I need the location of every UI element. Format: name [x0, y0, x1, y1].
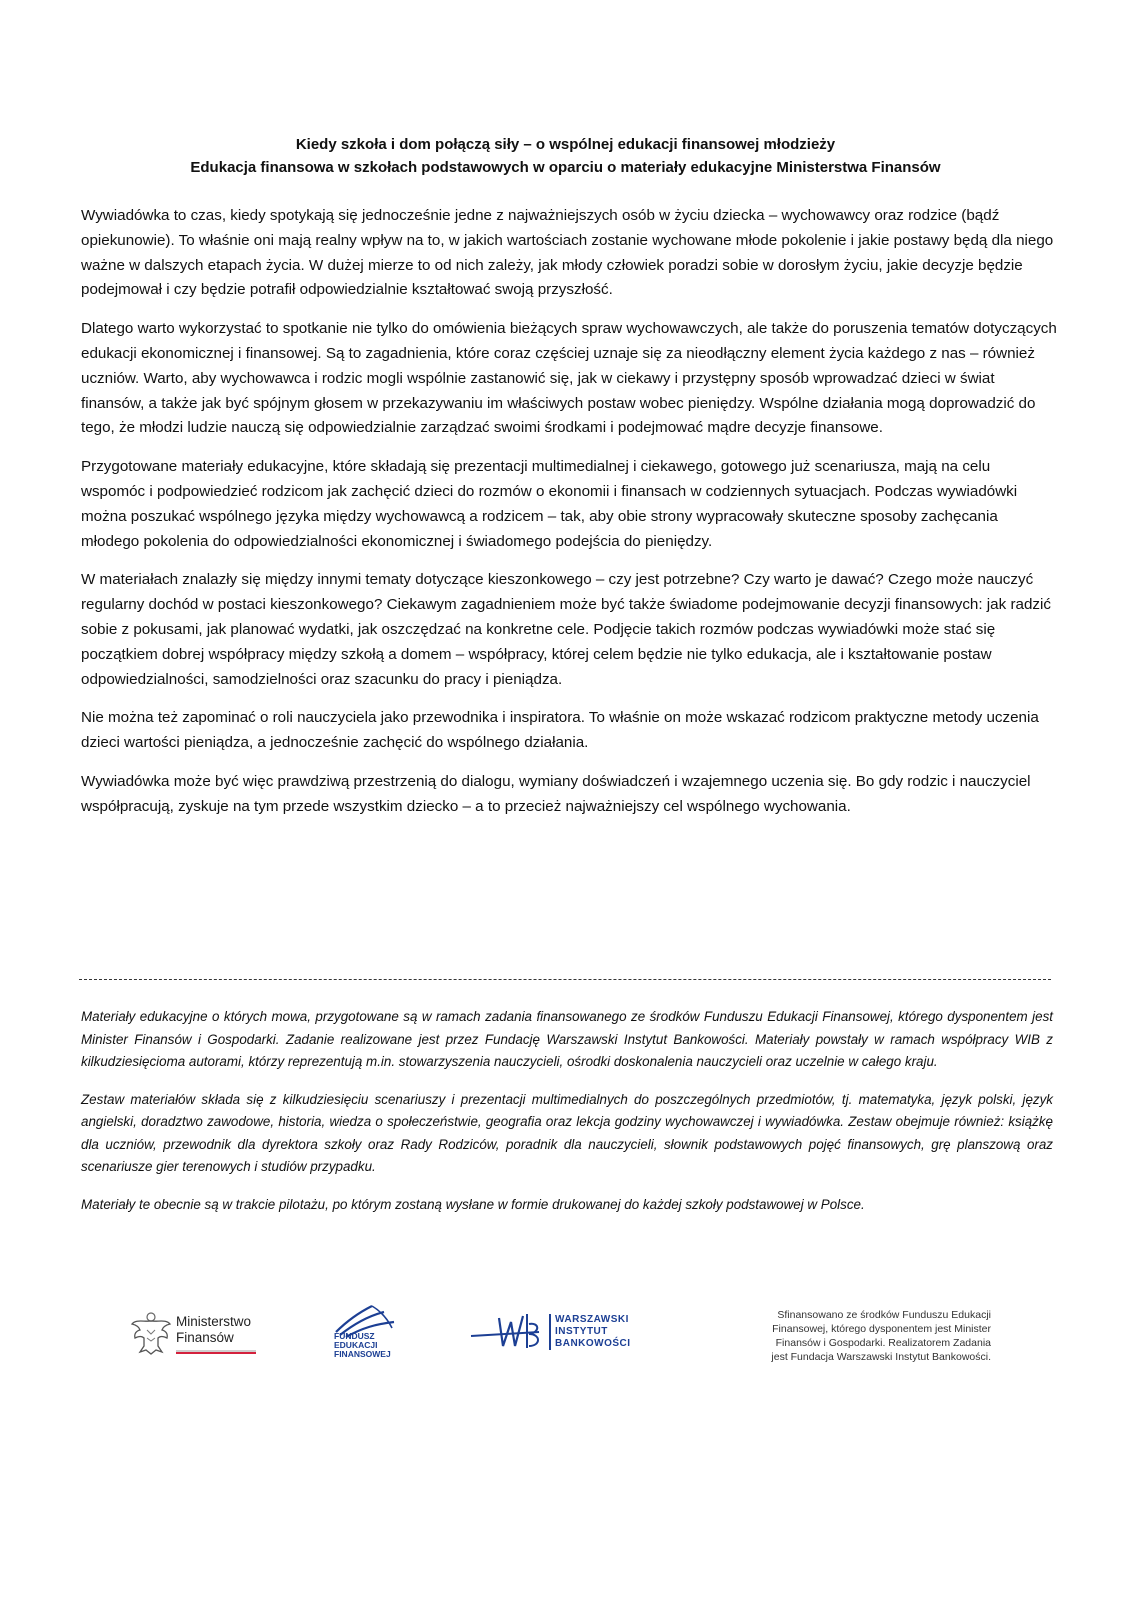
funding-note-line: jest Fundacja Warszawski Instytut Bankowości. [771, 1351, 991, 1363]
paragraph: Przygotowane materiały edukacyjne, które składają się prezentacji multimedialnej i ciekawego, gotowego już scenariusza, mają na celu wspomóc i podpowiedzieć rodzicom jak zachęcić dzieci do rozmów o ekonomii i finansach w codziennych sytuacjach. Podczas wywiadówki można poszukać wspólnego języka między wychowawcą a rodzicem – tak, aby obie strony wypracowały skuteczne sposoby zachęcania młodego pokolenia do odpowiedzialności ekonomicznej i świadomego podejścia do pieniędzy. [81, 458, 1018, 550]
fund-line3: FINANSOWEJ [334, 1349, 391, 1359]
document-header [0, 133, 1131, 179]
ministry-name [176, 1314, 251, 1346]
paragraph: Dlatego warto wykorzystać to spotkanie nie tylko do omówienia bieżących spraw wychowawczych, ale także do poruszenia tematów dotyczących edukacji ekonomicznej i finansowej. Są to zagadnienia, które coraz częściej uznaje się za nieodłączny element życia każdego z nas – również uczniów. Warto, aby wychowawca i rodzic mogli wspólnie zastanowić się, jak w ciekawy i przystępny sposób wprowadzać dzieci w świat finansów, a także jak być spójnym głosem w przekazywaniu im właściwych postaw wobec pieniędzy. Wspólne działania mogą doprowadzić do tego, że młodzi ludzie nauczą się odpowiedzialnie zarządzać swoimi środkami i podejmować mądre decyzje finansowe. [81, 320, 1057, 437]
footnotes [81, 1006, 1053, 1231]
ministry-line2: Finansów [176, 1330, 234, 1345]
footnote: Materiały edukacyjne o których mowa, przygotowane są w ramach zadania finansowanego ze środków Funduszu Edukacji Finansowej, którego dysponentem jest Minister Finansów i Gospodarki. Zadanie realizowane jest przez Fundację Warszawski Instytut Bankowości. Materiały powstały w ramach współpracy WIB z kilkudziesięcioma autorami, którzy reprezentują m.in. stowarzyszenia nauczycieli, ośrodki doskonalenia nauczycieli oraz uczelnie w całego kraju. [81, 1009, 1053, 1069]
footnote: Materiały te obecnie są w trakcie pilotażu, po którym zostaną wysłane w formie drukowanej do każdej szkoły podstawowej w Polsce. [81, 1196, 865, 1212]
wib-line1: WARSZAWSKI [555, 1314, 629, 1325]
fund-line1: FUNDUSZ [334, 1331, 375, 1341]
ministry-line1: Ministerstwo [176, 1314, 252, 1329]
fund-name [334, 1332, 391, 1359]
funding-note-line: Finansowej, którego dysponentem jest Minister [772, 1323, 991, 1335]
wib-name [555, 1314, 631, 1350]
wib-signature-icon [469, 1306, 549, 1356]
funding-note-line: Sfinansowano ze środków Funduszu Edukacji [777, 1309, 991, 1321]
fund-line2: EDUKACJI [334, 1340, 378, 1350]
logo-bar [0, 1300, 1131, 1370]
wib-divider [549, 1314, 551, 1350]
paragraph: Nie można też zapominać o roli nauczyciela jako przewodnika i inspiratora. To właśnie on może wskazać rodzicom praktyczne metody uczenia dzieci wartości pieniądza, a jednocześnie zachęcić do wspólnego działania. [81, 709, 1039, 752]
wib-line3: BANKOWOŚCI [555, 1338, 631, 1349]
eagle-emblem-icon [130, 1310, 172, 1356]
document-title: Kiedy szkoła i dom połączą siły – o wspólnej edukacji finansowej młodzieży [295, 136, 836, 153]
document-subtitle: Edukacja finansowa w szkołach podstawowych w oparciu o materiały edukacyjne Ministerstwa Finansów [190, 159, 941, 176]
article-body [81, 204, 1057, 834]
financial-education-fund-logo [332, 1302, 412, 1368]
paragraph: W materiałach znalazły się między innymi tematy dotyczące kieszonkowego – czy jest potrzebne? Czy warto je dawać? Czego może nauczyć regularny dochód w postaci kieszonkowego? Ciekawym zagadnieniem może być także świadome podejmowanie decyzji finansowych: jak radzić sobie z pokusami, jak planować wydatki, jak oszczędzać na konkretne cele. Podjęcie takich rozmów podczas wywiadówki może stać się początkiem dobrej współpracy między szkołą a domem – współpracy, której celem będzie nie tylko edukacja, ale i kształtowanie postaw odpowiedzialności, samodzielności oraz szacunku do pracy i pieniądza. [81, 571, 1051, 688]
polish-flag-stripe [176, 1350, 256, 1354]
paragraph: Wywiadówka może być więc prawdziwą przestrzenią do dialogu, wymiany doświadczeń i wzajemnego uczenia się. Bo gdy rodzic i nauczyciel współpracują, zyskuje na tym przede wszystkim dziecko – a to przecież najważniejszy cel wspólnego wychowania. [81, 772, 1031, 815]
wib-line2: INSTYTUT [555, 1326, 608, 1337]
funding-note-line: Finansów i Gospodarki. Realizatorem Zadania [775, 1337, 991, 1349]
ministry-of-finance-logo [130, 1310, 260, 1358]
funding-note [731, 1308, 991, 1364]
footnote: Zestaw materiałów składa się z kilkudziesięciu scenariuszy i prezentacji multimedialnych do poszczególnych przedmiotów, tj. matematyka, język polski, język angielski, doradztwo zawodowe, historia, wiedza o społeczeństwie, geografia oraz lekcja godziny wychowawczej i wywiadówka. Zestaw obejmuje również: książkę dla uczniów, przewodnik dla dyrektora szkoły oraz Rady Rodziców, poradnik dla nauczycieli, słownik podstawowych pojęć finansowych, grę planszową oraz scenariusze gier terenowych i studiów przypadku. [81, 1091, 1053, 1174]
dashed-divider [79, 979, 1051, 980]
paragraph: Wywiadówka to czas, kiedy spotykają się jednocześnie jedne z najważniejszych osób w życiu dziecka – wychowawcy oraz rodzice (bądź opiekunowie). To właśnie oni mają realny wpływ na to, w jakich wartościach zostanie wychowane młode pokolenie i jakie postawy będą dla niego ważne w dalszych etapach życia. W dużej mierze to od nich zależy, jak młody człowiek poradzi sobie w dorosłym życiu, jakie decyzje będzie podejmował i czy będzie potrafił odpowiedzialnie kształtować swoją przyszłość. [81, 207, 1054, 299]
wib-logo [469, 1306, 629, 1362]
